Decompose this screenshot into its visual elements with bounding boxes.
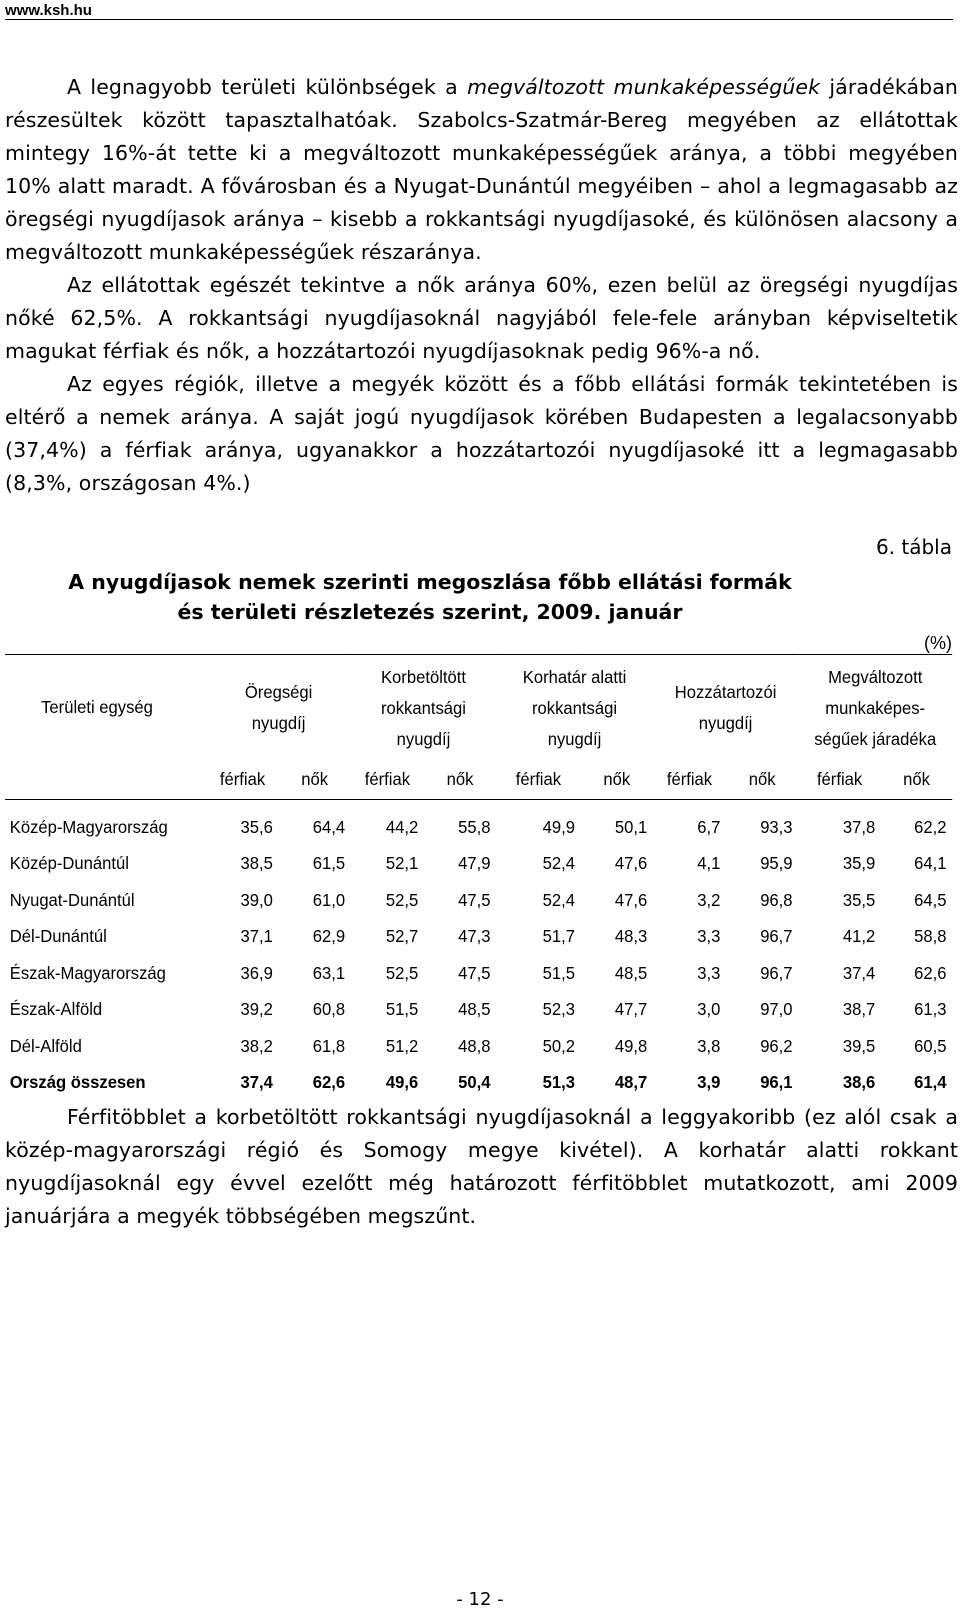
header-disability-pension-under-age [496, 655, 653, 760]
table-cell: 47,6 [614, 889, 648, 910]
table-cell: 52,1 [385, 853, 419, 874]
table-row [5, 800, 952, 846]
closing-text [5, 1101, 958, 1233]
table-cell: 51,3 [542, 1072, 575, 1093]
table-cell: 3,2 [697, 889, 721, 910]
table-cell: 96,8 [760, 889, 793, 910]
table-cell: 4,1 [697, 853, 721, 874]
table-row [5, 919, 952, 956]
table-cell: 48,5 [614, 962, 648, 983]
table-row [5, 992, 952, 1029]
table-cell: 52,5 [385, 962, 419, 983]
table-number: 6. tábla [875, 535, 952, 559]
table-cell: 61,0 [312, 889, 346, 910]
header-line: Hozzátartozói [674, 682, 777, 702]
header-line: ségűek járadéka [814, 728, 937, 749]
table-cell: 35,6 [240, 816, 273, 837]
table-cell: 64,1 [914, 853, 947, 874]
table-body [5, 800, 952, 1102]
paragraph-1-italic: megváltozott munkaképességűek [467, 75, 821, 99]
table-cell: 52,5 [385, 889, 419, 910]
table-cell: 93,3 [760, 816, 793, 837]
row-label: Dél-Dunántúl [9, 926, 107, 947]
table-title [0, 567, 960, 627]
table-cell: 64,4 [312, 816, 346, 837]
header-line: Korbetöltött [380, 666, 466, 687]
paragraph-1-start: A legnagyobb területi különbségek a [67, 75, 468, 99]
table-cell: 48,7 [614, 1072, 648, 1093]
table-cell: 63,1 [312, 962, 346, 983]
paragraph-1-end: járadékában részesültek között tapasztalhatóak. Szabolcs-Szatmár-Bereg megyében az ellátottak mintegy 16%-át tette ki a megváltozott munkaképességűek aránya, a többi megyében 10% alatt maradt. A fővárosban és a Nyugat-Dunántúl megyéiben – ahol a legmagasabb az öregségi nyugdíjasok aránya – kisebb a rokkantsági nyugdíjasoké, és különösen alacsony a megváltozott munkaképességűek részaránya. [5, 75, 958, 264]
table-cell: 60,8 [312, 999, 346, 1020]
table-cell: 96,1 [760, 1072, 793, 1093]
table-cell: 52,4 [542, 853, 575, 874]
table-cell: 50,1 [614, 816, 648, 837]
table-cell: 97,0 [760, 999, 793, 1020]
header-line: nyugdíj [396, 728, 451, 749]
table-cell: 3,3 [697, 926, 721, 947]
table-cell: 61,3 [914, 999, 947, 1020]
paragraph-2: Az ellátottak egészét tekintve a nők aránya 60%, ezen belül az öregségi nyugdíjas nőké 62,5%. A rokkantsági nyugdíjasoknál nagyjából fele-fele arányban képviseltetik magukat férfiak és nők, a hozzátartozói nyugdíjasoknak pedig 96%-a nő. [5, 273, 958, 363]
header-line: Megváltozott [828, 666, 923, 687]
row-label: Nyugat-Dunántúl [9, 889, 135, 910]
header-male: férfiak [206, 759, 278, 800]
table-row [5, 955, 952, 992]
table-cell: 51,2 [385, 1035, 419, 1056]
table-cell: 47,9 [458, 853, 491, 874]
table-cell: 49,8 [614, 1035, 648, 1056]
table-cell: 50,2 [542, 1035, 575, 1056]
table-title-line-1: A nyugdíjasok nemek szerinti megoszlása főbb ellátási formák [68, 570, 792, 594]
header-male: férfiak [798, 759, 881, 800]
header-female: nők [581, 759, 653, 800]
row-label: Ország összesen [9, 1072, 146, 1093]
table-cell: 48,3 [614, 926, 648, 947]
table-cell: 37,1 [240, 926, 273, 947]
table-cell: 62,2 [914, 816, 947, 837]
table-cell: 38,7 [842, 999, 876, 1020]
row-label: Dél-Alföld [9, 1035, 82, 1056]
table-header-row [5, 655, 952, 760]
table-sex-row [5, 759, 952, 800]
table-cell: 37,4 [842, 962, 876, 983]
header-male: férfiak [496, 759, 581, 800]
table-cell: 52,7 [385, 926, 419, 947]
page-number: - 12 - [456, 1589, 504, 1610]
header-female: nők [424, 759, 496, 800]
header-survivor-pension [653, 655, 798, 760]
row-label: Közép-Magyarország [9, 816, 168, 837]
table-cell: 96,7 [760, 962, 793, 983]
header-line: nyugdíj [547, 728, 602, 749]
table-cell: 3,0 [697, 999, 721, 1020]
table-cell: 62,9 [312, 926, 346, 947]
table-cell: 36,9 [240, 962, 273, 983]
intro-text [5, 71, 958, 500]
table-row [5, 846, 952, 883]
header-disability-pension-over-age [351, 655, 496, 760]
header-line: Öregségi [244, 682, 313, 702]
table-cell: 39,2 [240, 999, 273, 1020]
table-cell: 3,3 [697, 962, 721, 983]
table-unit: (%) [924, 633, 952, 653]
table-cell: 96,7 [760, 926, 793, 947]
table-cell: 47,5 [458, 889, 491, 910]
header-line: nyugdíj [698, 713, 753, 733]
table-cell: 39,0 [240, 889, 273, 910]
table-cell: 58,8 [914, 926, 947, 947]
paragraph-3: Az egyes régiók, illetve a megyék között és a főbb ellátási formák tekintetében is eltérő a nemek aránya. A saját jogú nyugdíjasok körében Budapesten a legalacsonyabb (37,4%) a férfiak aránya, ugyanakkor a hozzátartozói nyugdíjasoké itt a legmagasabb (8,3%, országosan 4%.) [5, 372, 958, 495]
header-line: rokkantsági [380, 697, 466, 718]
table-cell: 35,5 [842, 889, 876, 910]
table-cell: 47,5 [458, 962, 491, 983]
table-cell: 37,4 [240, 1072, 273, 1093]
header-divider [5, 19, 953, 20]
header-line: rokkantsági [532, 697, 618, 718]
header-territorial-unit: Területi egység [5, 655, 206, 760]
table-cell: 38,2 [240, 1035, 273, 1056]
paragraph-4: Férfitöbblet a korbetöltött rokkantsági nyugdíjasoknál a leggyakoribb (ez alól csak a közép-magyarországi régió és Somogy megye kivétel). A korhatár alatti rokkant nyugdíjasoknál egy évvel ezelőtt még határozott férfitöbblet mutatkozott, ami 2009 januárjára a megyék többségében megszűnt. [5, 1105, 958, 1228]
table-cell: 49,9 [542, 816, 575, 837]
row-label: Észak-Alföld [9, 999, 103, 1020]
table-cell: 38,5 [240, 853, 273, 874]
header-line: Korhatár alatti [522, 666, 627, 687]
table-cell: 62,6 [914, 962, 947, 983]
table-cell: 51,7 [542, 926, 575, 947]
table-cell: 49,6 [385, 1072, 419, 1093]
table-cell: 38,6 [842, 1072, 876, 1093]
row-label: Észak-Magyarország [9, 962, 166, 983]
header-female: nők [881, 759, 952, 800]
table-cell: 51,5 [385, 999, 419, 1020]
table-row [5, 1065, 952, 1102]
table-cell: 47,6 [614, 853, 648, 874]
table-cell: 62,6 [312, 1072, 346, 1093]
row-label: Közép-Dunántúl [9, 853, 129, 874]
table-cell: 64,5 [914, 889, 947, 910]
header-female: nők [726, 759, 798, 800]
table-title-line-2: és területi részletezés szerint, 2009. január [177, 600, 683, 624]
table-cell: 6,7 [697, 816, 721, 837]
table-cell: 61,8 [312, 1035, 346, 1056]
header-male: férfiak [653, 759, 726, 800]
header-line: munkaképes- [825, 697, 926, 718]
table-cell: 51,5 [542, 962, 575, 983]
table-cell: 95,9 [760, 853, 793, 874]
table-row [5, 1028, 952, 1065]
table-cell: 47,3 [458, 926, 491, 947]
header-reduced-capacity-allowance [798, 655, 952, 760]
header-old-age-pension [206, 655, 350, 760]
header-female: nők [279, 759, 351, 800]
table-cell: 61,5 [312, 853, 346, 874]
table-row [5, 882, 952, 919]
table-cell: 48,5 [458, 999, 491, 1020]
paragraph-1 [5, 71, 958, 269]
table-cell: 41,2 [842, 926, 876, 947]
data-table [5, 654, 952, 1101]
header-male: férfiak [351, 759, 424, 800]
table-cell: 52,3 [542, 999, 575, 1020]
table-cell: 37,8 [842, 816, 876, 837]
table-cell: 39,5 [842, 1035, 876, 1056]
table-cell: 35,9 [842, 853, 876, 874]
table-cell: 47,7 [614, 999, 648, 1020]
table-cell: 48,8 [458, 1035, 491, 1056]
table-cell: 61,4 [914, 1072, 947, 1093]
table-cell: 55,8 [458, 816, 491, 837]
sex-row-spacer [5, 759, 206, 800]
table-cell: 3,8 [697, 1035, 721, 1056]
table-cell: 60,5 [914, 1035, 947, 1056]
table-cell: 44,2 [385, 816, 419, 837]
table-cell: 52,4 [542, 889, 575, 910]
table-cell: 96,2 [760, 1035, 793, 1056]
table-cell: 3,9 [697, 1072, 721, 1093]
header-line: nyugdíj [251, 713, 306, 733]
table-cell: 50,4 [458, 1072, 491, 1093]
site-url-header: www.ksh.hu [5, 2, 92, 19]
